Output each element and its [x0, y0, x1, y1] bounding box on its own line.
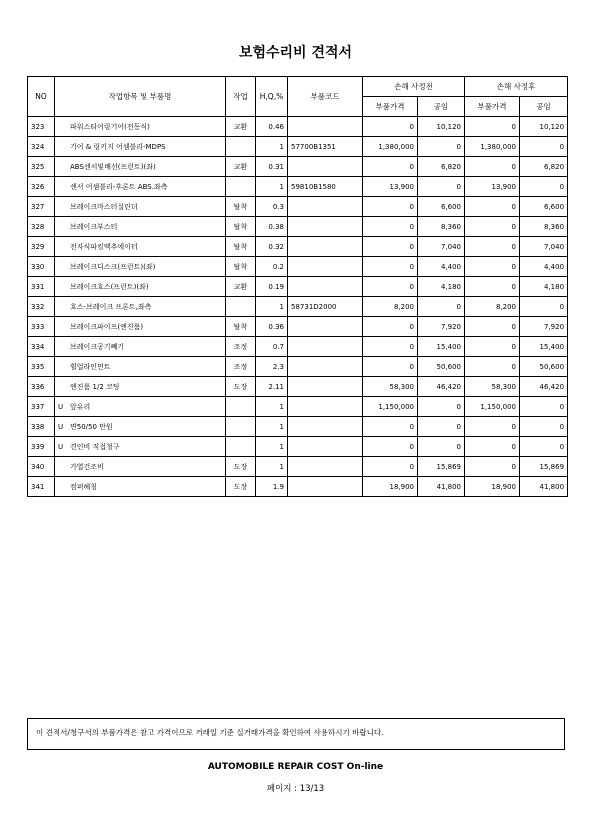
- row-no: 337: [28, 397, 55, 417]
- row-item: [55, 217, 226, 237]
- row-hq: 1: [256, 397, 288, 417]
- row-no: 325: [28, 157, 55, 177]
- row-no: 334: [28, 337, 55, 357]
- row-hq: 0.31: [256, 157, 288, 177]
- header-parts-price-after: 부품가격: [465, 97, 520, 117]
- row-parts-price-before: 0: [363, 257, 418, 277]
- row-mark: U: [58, 422, 64, 431]
- row-work: [226, 177, 256, 197]
- row-item-label: 브레이크디스크(프런트)(좌): [70, 262, 156, 271]
- row-hq: 0.3: [256, 197, 288, 217]
- header-labor-after: 공임: [520, 97, 568, 117]
- row-hq: 1: [256, 417, 288, 437]
- price-notice: 이 견적서/청구서의 부품가격은 참고 가격이므로 거래일 기준 실거래가격을 확인하여 사용하시기 바랍니다.: [27, 718, 565, 750]
- row-no: 341: [28, 477, 55, 497]
- row-parts-price-after: 0: [465, 277, 520, 297]
- row-item: [55, 297, 226, 317]
- row-labor-before: 10,120: [418, 117, 465, 137]
- row-item-label: 파워스티어링기어(전동식): [70, 122, 150, 131]
- row-item: [55, 377, 226, 397]
- row-labor-after: 7,920: [520, 317, 568, 337]
- row-labor-after: 0: [520, 177, 568, 197]
- row-code: [288, 457, 363, 477]
- row-item: [55, 337, 226, 357]
- table-row: [28, 317, 568, 337]
- row-labor-before: 7,040: [418, 237, 465, 257]
- row-hq: 0.36: [256, 317, 288, 337]
- row-labor-before: 0: [418, 297, 465, 317]
- row-code: [288, 197, 363, 217]
- row-parts-price-before: 1,150,000: [363, 397, 418, 417]
- row-code: [288, 117, 363, 137]
- row-no: 338: [28, 417, 55, 437]
- row-no: 324: [28, 137, 55, 157]
- row-no: 328: [28, 217, 55, 237]
- row-work: [226, 397, 256, 417]
- row-parts-price-after: 18,900: [465, 477, 520, 497]
- header-no: NO: [28, 77, 55, 117]
- row-labor-before: 50,600: [418, 357, 465, 377]
- row-hq: 1: [256, 137, 288, 157]
- row-labor-after: 4,400: [520, 257, 568, 277]
- row-item: [55, 277, 226, 297]
- row-item-label: 브레이크공기빼기: [70, 342, 125, 351]
- row-item-label: 휠얼라인먼트: [70, 362, 111, 371]
- row-labor-before: 15,400: [418, 337, 465, 357]
- row-work: 조정: [226, 337, 256, 357]
- header-before: 손해 사정전: [363, 77, 465, 97]
- row-hq: 1: [256, 297, 288, 317]
- table-row: [28, 177, 568, 197]
- row-code: [288, 357, 363, 377]
- row-work: [226, 417, 256, 437]
- table-row: [28, 337, 568, 357]
- row-labor-before: 41,800: [418, 477, 465, 497]
- row-code: [288, 257, 363, 277]
- row-parts-price-after: 0: [465, 437, 520, 457]
- table-row: [28, 237, 568, 257]
- table-row: [28, 117, 568, 137]
- row-labor-after: 6,820: [520, 157, 568, 177]
- row-labor-after: 15,869: [520, 457, 568, 477]
- header-labor-before: 공임: [418, 97, 465, 117]
- row-labor-after: 41,800: [520, 477, 568, 497]
- row-code: [288, 477, 363, 497]
- row-parts-price-after: 0: [465, 237, 520, 257]
- row-code: 57700B1351: [288, 137, 363, 157]
- row-work: 탈착: [226, 257, 256, 277]
- table-row: [28, 457, 568, 477]
- row-work: 교환: [226, 117, 256, 137]
- page-title: 보험수리비 견적서: [238, 45, 353, 61]
- table-row: [28, 277, 568, 297]
- table-row: [28, 217, 568, 237]
- row-work: [226, 437, 256, 457]
- row-work: 교환: [226, 277, 256, 297]
- row-parts-price-before: 1,380,000: [363, 137, 418, 157]
- table-row: [28, 257, 568, 277]
- row-parts-price-before: 0: [363, 237, 418, 257]
- row-labor-before: 6,820: [418, 157, 465, 177]
- row-code: 59810B1580: [288, 177, 363, 197]
- footer-title: AUTOMOBILE REPAIR COST On-line: [207, 762, 384, 772]
- row-work: 탈착: [226, 217, 256, 237]
- row-item: [55, 257, 226, 277]
- row-code: [288, 397, 363, 417]
- row-item-label: 전자식파킹액추에이터: [70, 242, 138, 251]
- row-mark: U: [58, 402, 64, 411]
- row-parts-price-after: 0: [465, 157, 520, 177]
- header-row-1: [28, 77, 568, 97]
- row-parts-price-before: 0: [363, 457, 418, 477]
- row-item-label: 앞유리: [70, 402, 91, 411]
- row-hq: 1: [256, 177, 288, 197]
- row-hq: 0.7: [256, 337, 288, 357]
- row-parts-price-before: 0: [363, 417, 418, 437]
- row-parts-price-after: 13,900: [465, 177, 520, 197]
- row-item-label: 브레이크부스터: [70, 222, 118, 231]
- row-code: [288, 317, 363, 337]
- row-parts-price-before: 0: [363, 357, 418, 377]
- row-parts-price-before: 0: [363, 117, 418, 137]
- row-item: [55, 417, 226, 437]
- row-labor-before: 0: [418, 177, 465, 197]
- row-code: [288, 277, 363, 297]
- row-code: [288, 237, 363, 257]
- row-work: 도장: [226, 377, 256, 397]
- row-parts-price-after: 58,300: [465, 377, 520, 397]
- row-item-label: 브레이크호스(프런트)(좌): [70, 282, 149, 291]
- row-item-label: ABS센서및배선(프런트)(좌): [70, 162, 156, 171]
- row-work: 도장: [226, 477, 256, 497]
- row-labor-before: 6,600: [418, 197, 465, 217]
- page-number: 페이지 : 13/13: [266, 784, 325, 794]
- row-parts-price-before: 13,900: [363, 177, 418, 197]
- row-labor-after: 0: [520, 417, 568, 437]
- row-item: [55, 397, 226, 417]
- row-labor-after: 4,180: [520, 277, 568, 297]
- row-labor-before: 46,420: [418, 377, 465, 397]
- row-parts-price-before: 0: [363, 437, 418, 457]
- row-parts-price-after: 8,200: [465, 297, 520, 317]
- row-parts-price-after: 0: [465, 357, 520, 377]
- header-item: 작업항목 및 부품명: [55, 77, 226, 117]
- row-labor-before: 0: [418, 397, 465, 417]
- row-no: 340: [28, 457, 55, 477]
- row-hq: 0.2: [256, 257, 288, 277]
- row-hq: 1.9: [256, 477, 288, 497]
- row-parts-price-after: 1,150,000: [465, 397, 520, 417]
- row-item: [55, 137, 226, 157]
- row-work: [226, 297, 256, 317]
- row-hq: 0.38: [256, 217, 288, 237]
- row-parts-price-after: 0: [465, 257, 520, 277]
- table-row: [28, 397, 568, 417]
- row-no: 330: [28, 257, 55, 277]
- row-no: 327: [28, 197, 55, 217]
- row-parts-price-before: 0: [363, 157, 418, 177]
- table-row: [28, 377, 568, 397]
- table-row: [28, 357, 568, 377]
- row-parts-price-after: 0: [465, 217, 520, 237]
- row-hq: 0.19: [256, 277, 288, 297]
- row-code: [288, 217, 363, 237]
- row-labor-after: 7,040: [520, 237, 568, 257]
- row-work: 조정: [226, 357, 256, 377]
- row-item-label: 견인비 직접청구: [70, 442, 120, 451]
- row-code: 58731D2000: [288, 297, 363, 317]
- row-labor-before: 8,360: [418, 217, 465, 237]
- row-parts-price-after: 0: [465, 337, 520, 357]
- row-hq: 2.11: [256, 377, 288, 397]
- row-item-label: 면50/50 만원: [70, 422, 113, 431]
- row-labor-after: 0: [520, 137, 568, 157]
- row-item-label: 센서 어셈블리-후론트 ABS.좌측: [70, 182, 168, 191]
- row-parts-price-after: 0: [465, 317, 520, 337]
- row-item: [55, 197, 226, 217]
- row-no: 332: [28, 297, 55, 317]
- row-work: 탈착: [226, 237, 256, 257]
- row-labor-after: 46,420: [520, 377, 568, 397]
- estimate-rows: [28, 117, 568, 497]
- table-row: [28, 417, 568, 437]
- row-code: [288, 337, 363, 357]
- row-labor-before: 4,400: [418, 257, 465, 277]
- row-item: [55, 457, 226, 477]
- row-parts-price-after: 0: [465, 197, 520, 217]
- row-code: [288, 157, 363, 177]
- row-labor-before: 0: [418, 437, 465, 457]
- table-row: [28, 197, 568, 217]
- row-no: 336: [28, 377, 55, 397]
- row-labor-after: 15,400: [520, 337, 568, 357]
- table-row: [28, 157, 568, 177]
- row-item: [55, 477, 226, 497]
- row-hq: 0.46: [256, 117, 288, 137]
- row-parts-price-before: 0: [363, 337, 418, 357]
- table-row: [28, 437, 568, 457]
- row-labor-after: 8,360: [520, 217, 568, 237]
- row-item-label: 컴퍼헤칭: [70, 482, 98, 491]
- row-labor-after: 0: [520, 437, 568, 457]
- row-item: [55, 357, 226, 377]
- table-row: [28, 297, 568, 317]
- row-parts-price-before: 0: [363, 197, 418, 217]
- row-hq: 0.32: [256, 237, 288, 257]
- row-item-label: 가열건조비: [70, 462, 104, 471]
- estimate-table: [27, 76, 568, 497]
- row-item-label: 호스-브레이크 프론트,좌측: [70, 302, 152, 311]
- row-no: 329: [28, 237, 55, 257]
- row-work: 도장: [226, 457, 256, 477]
- row-parts-price-after: 0: [465, 457, 520, 477]
- row-code: [288, 417, 363, 437]
- row-item: [55, 237, 226, 257]
- row-labor-before: 0: [418, 417, 465, 437]
- row-work: [226, 137, 256, 157]
- row-labor-after: 6,600: [520, 197, 568, 217]
- row-work: 탈착: [226, 317, 256, 337]
- row-item: [55, 157, 226, 177]
- row-item-label: 기어 & 링키지 어셈블리-MDPS: [70, 142, 166, 151]
- header-work: 작업: [226, 77, 256, 117]
- row-labor-before: 4,180: [418, 277, 465, 297]
- row-no: 335: [28, 357, 55, 377]
- row-mark: U: [58, 442, 64, 451]
- row-code: [288, 437, 363, 457]
- row-no: 339: [28, 437, 55, 457]
- row-labor-after: 0: [520, 297, 568, 317]
- row-parts-price-before: 0: [363, 317, 418, 337]
- row-labor-before: 0: [418, 137, 465, 157]
- row-item: [55, 177, 226, 197]
- table-row: [28, 477, 568, 497]
- row-parts-price-after: 0: [465, 417, 520, 437]
- row-labor-after: 0: [520, 397, 568, 417]
- row-item: [55, 117, 226, 137]
- row-item: [55, 317, 226, 337]
- row-no: 333: [28, 317, 55, 337]
- row-code: [288, 377, 363, 397]
- header-hq: H,Q,%: [256, 77, 288, 117]
- header-after: 손해 사정후: [465, 77, 568, 97]
- row-item-label: 엔진룸 1/2 코팅: [70, 382, 120, 391]
- row-parts-price-before: 0: [363, 277, 418, 297]
- header-code: 부품코드: [288, 77, 363, 117]
- row-hq: 1: [256, 437, 288, 457]
- row-parts-price-before: 0: [363, 217, 418, 237]
- row-no: 331: [28, 277, 55, 297]
- row-labor-after: 10,120: [520, 117, 568, 137]
- row-no: 323: [28, 117, 55, 137]
- row-parts-price-after: 0: [465, 117, 520, 137]
- row-labor-after: 50,600: [520, 357, 568, 377]
- table-row: [28, 137, 568, 157]
- row-hq: 1: [256, 457, 288, 477]
- row-item-label: 브레이크파이프(엔진룸): [70, 322, 144, 331]
- row-parts-price-before: 8,200: [363, 297, 418, 317]
- row-work: 탈착: [226, 197, 256, 217]
- row-hq: 2.3: [256, 357, 288, 377]
- row-item: [55, 437, 226, 457]
- row-parts-price-before: 58,300: [363, 377, 418, 397]
- row-parts-price-before: 18,900: [363, 477, 418, 497]
- row-labor-before: 7,920: [418, 317, 465, 337]
- header-parts-price-before: 부품가격: [363, 97, 418, 117]
- row-item-label: 브레이크마스터실린더: [70, 202, 138, 211]
- row-no: 326: [28, 177, 55, 197]
- row-labor-before: 15,869: [418, 457, 465, 477]
- row-work: 교환: [226, 157, 256, 177]
- row-parts-price-after: 1,380,000: [465, 137, 520, 157]
